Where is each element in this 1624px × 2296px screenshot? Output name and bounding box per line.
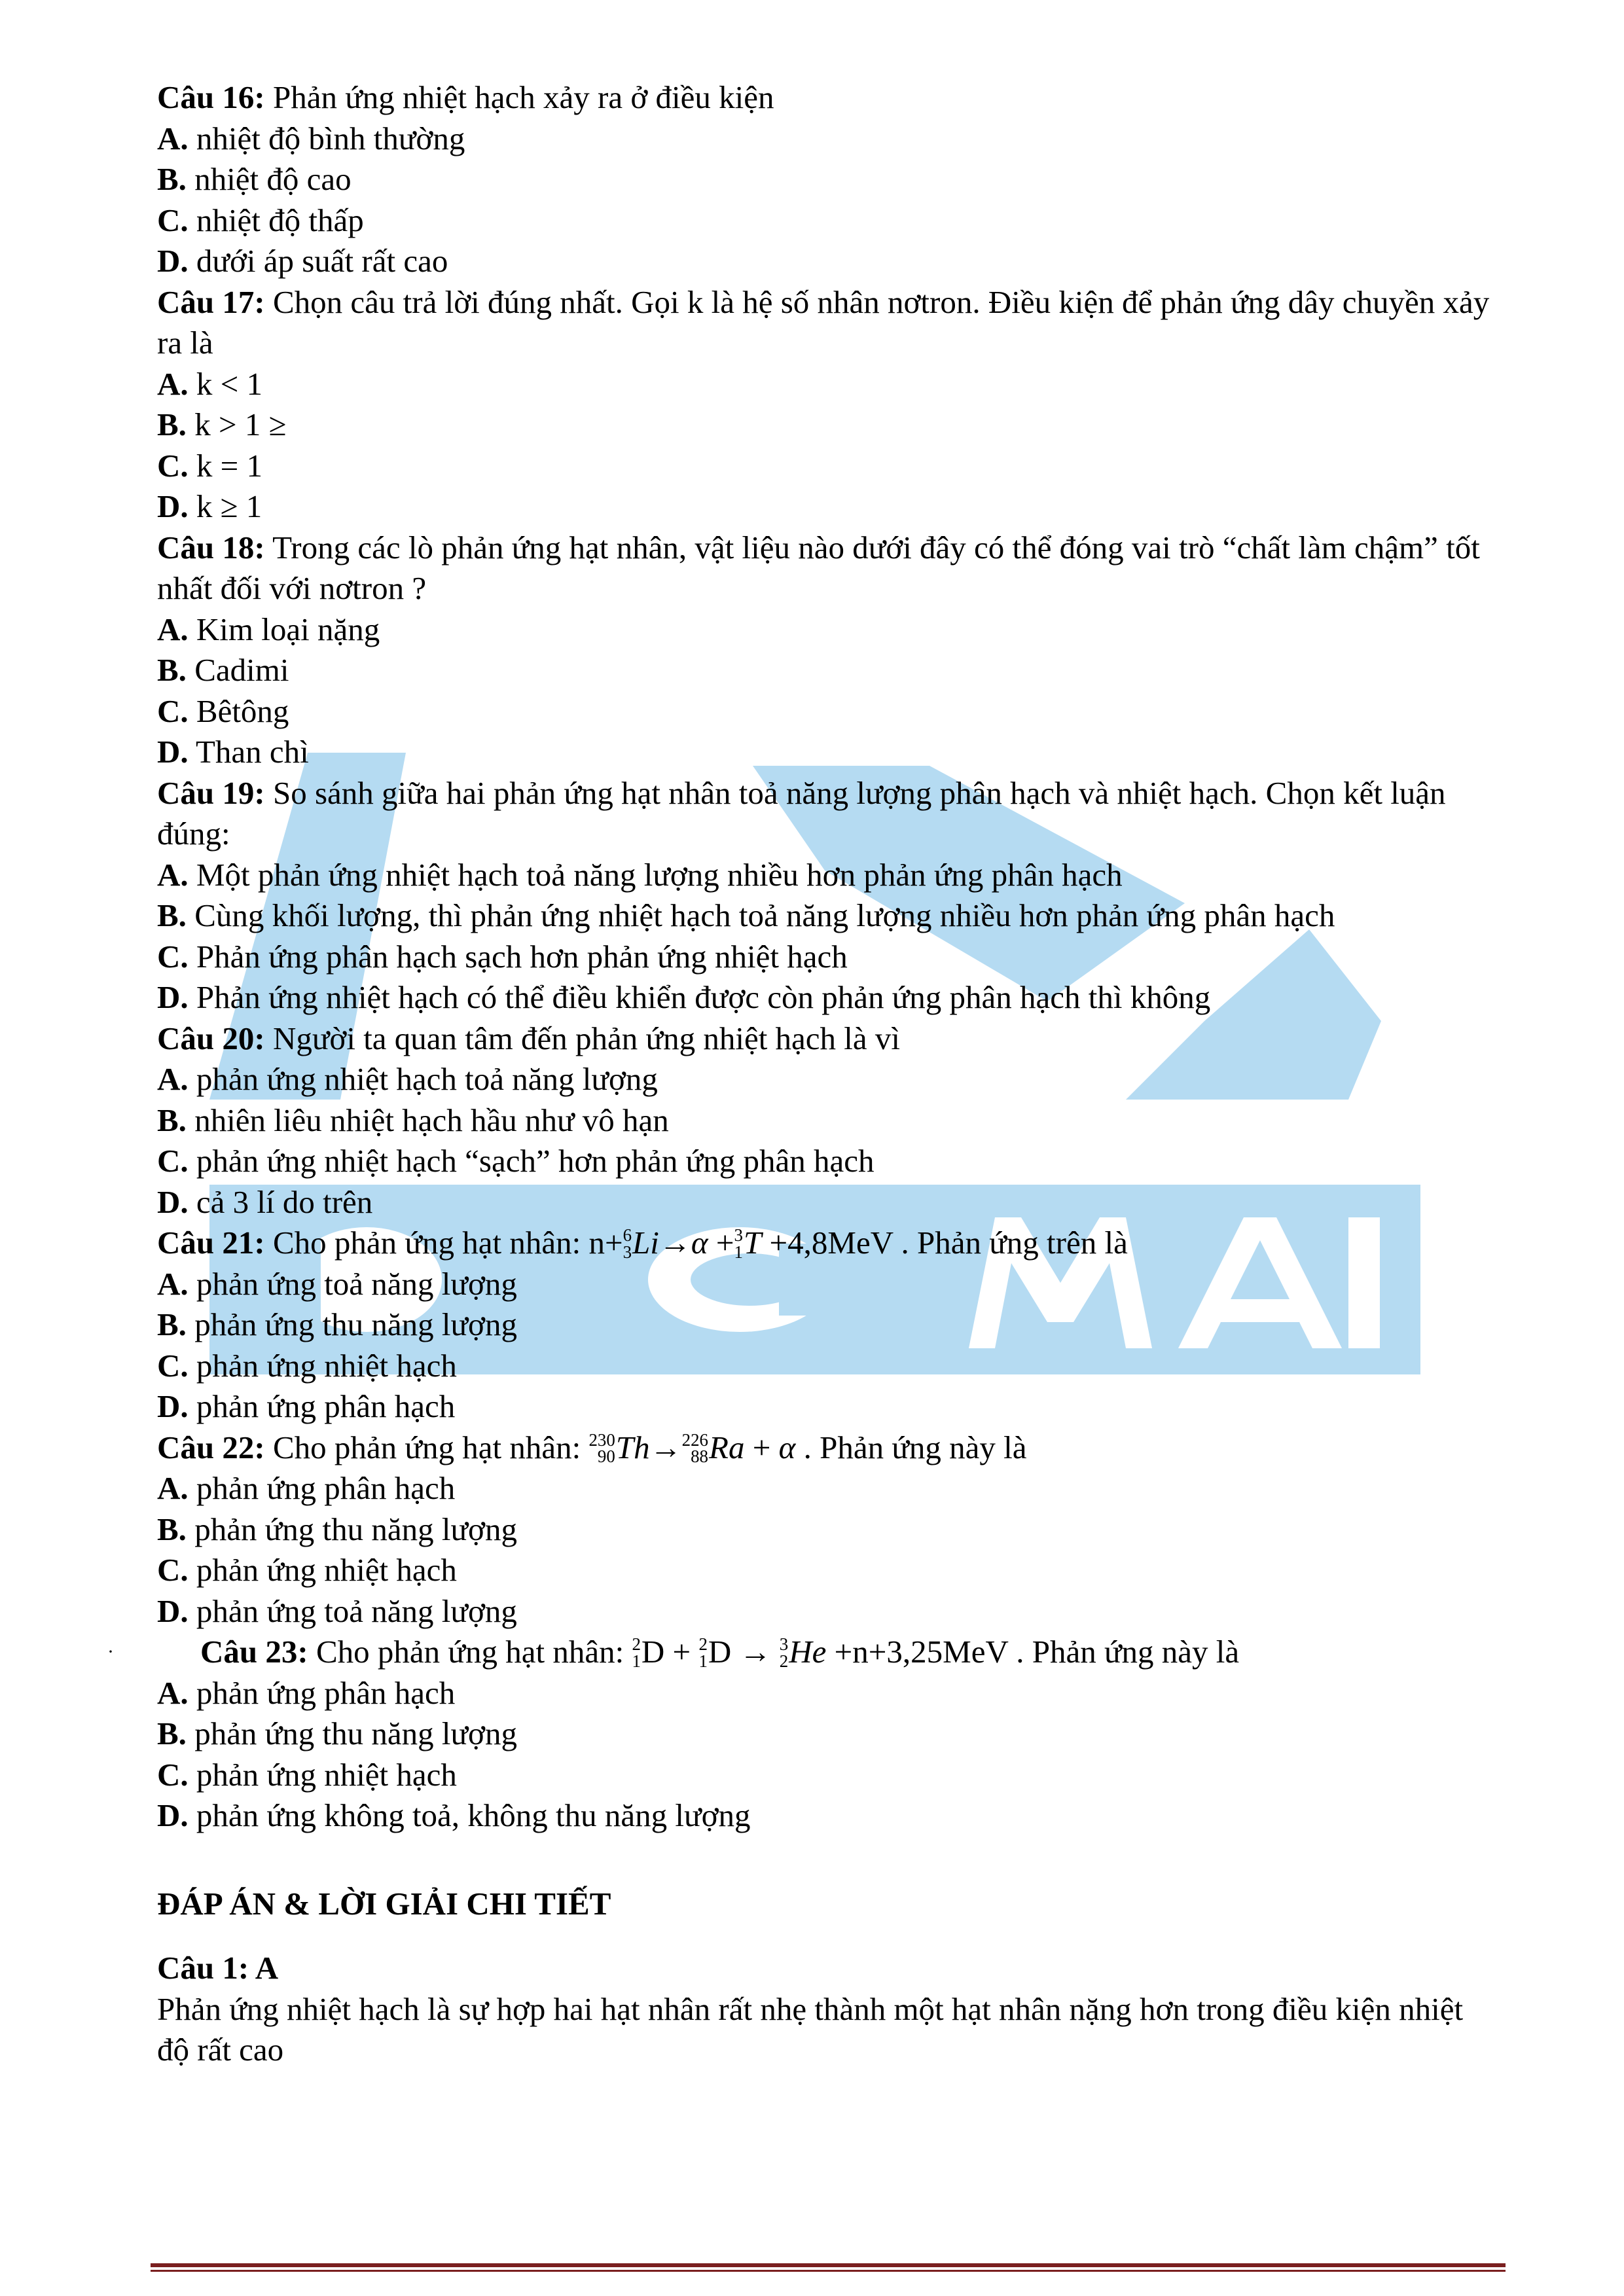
answers-heading: ĐÁP ÁN & LỜI GIẢI CHI TIẾT bbox=[157, 1885, 611, 1922]
question-22: Câu 22: Cho phản ứng hạt nhân: 230 90 Th→ 226 88 Ra + α . Phản ứng này là bbox=[157, 1429, 1027, 1467]
question-20: Câu 20: Người ta quan tâm đến phản ứng nhiệt hạch là vì bbox=[157, 1020, 901, 1056]
option-a: A. phản ứng toả năng lượng bbox=[157, 1265, 517, 1302]
spacer bbox=[157, 1924, 1492, 1948]
reaction-equation: 230 90 Th→ 226 88 Ra + α bbox=[588, 1429, 796, 1467]
option-b: B. nhiệt độ cao bbox=[157, 161, 352, 197]
question-19: Câu 19: So sánh giữa hai phản ứng hạt nhân toả năng lượng phân hạch và nhiệt hạch. Chọn kết luận đúng: bbox=[157, 774, 1446, 852]
option-d: D. cả 3 lí do trên bbox=[157, 1183, 373, 1220]
question-17: Câu 17: Chọn câu trả lời đúng nhất. Gọi k là hệ số nhân nơtron. Điều kiện để phản ứng dây chuyền xảy ra là bbox=[157, 283, 1490, 361]
option-b: B. Cùng khối lượng, thì phản ứng nhiệt hạch toả năng lượng nhiều hơn phản ứng phân hạch bbox=[157, 897, 1335, 933]
option-d: D. Phản ứng nhiệt hạch có thể điều khiển được còn phản ứng phân hạch thì không bbox=[157, 979, 1211, 1015]
option-b: B. Cadimi bbox=[157, 652, 289, 688]
option-a: A. nhiệt độ bình thường bbox=[157, 120, 465, 156]
option-c: C. phản ứng nhiệt hạch bbox=[157, 1552, 457, 1588]
option-d: D. phản ứng không toả, không thu năng lượng bbox=[157, 1797, 751, 1833]
option-b: B. phản ứng thu năng lượng bbox=[157, 1715, 517, 1751]
option-c: C. phản ứng nhiệt hạch bbox=[157, 1756, 457, 1793]
option-c: C. Phản ứng phân hạch sạch hơn phản ứng nhiệt hạch bbox=[157, 938, 848, 975]
stray-bullet: · bbox=[107, 1641, 114, 1662]
answer-1-explanation: Phản ứng nhiệt hạch là sự hợp hai hạt nhân rất nhẹ thành một hạt nhân nặng hơn trong điều kiện nhiệt độ rất cao bbox=[157, 1990, 1464, 2068]
option-d: D. Than chì bbox=[157, 734, 309, 770]
question-18: Câu 18: Trong các lò phản ứng hạt nhân, vật liệu nào dưới đây có thể đóng vai trò “chất làm chậm” tốt nhất đối với nơtron ? bbox=[157, 529, 1480, 606]
option-d: D. dưới áp suất rất cao bbox=[157, 243, 448, 279]
question-16: Câu 16: Phản ứng nhiệt hạch xảy ra ở điều kiện bbox=[157, 79, 774, 115]
option-a: A. phản ứng nhiệt hạch toả năng lượng bbox=[157, 1061, 658, 1097]
answer-1: Câu 1: A bbox=[157, 1950, 279, 1986]
option-d: D. phản ứng phân hạch bbox=[157, 1388, 456, 1424]
document-body bbox=[107, 77, 1492, 2071]
option-d: D. phản ứng toả năng lượng bbox=[157, 1592, 517, 1629]
option-b: B. phản ứng thu năng lượng bbox=[157, 1511, 517, 1547]
option-a: A. k < 1 bbox=[157, 365, 263, 402]
option-b: B. nhiên liêu nhiệt hạch hầu như vô hạn bbox=[157, 1102, 669, 1138]
question-23: · Câu 23: Cho phản ứng hạt nhân: 2 1 D + 2 1 D → 3 2 He +n+3,25MeV . Phản ứng này là bbox=[157, 1632, 1492, 1673]
option-c: C. phản ứng nhiệt hạch bbox=[157, 1347, 457, 1384]
option-c: C. nhiệt độ thấp bbox=[157, 202, 364, 238]
option-a: A. phản ứng phân hạch bbox=[157, 1470, 456, 1506]
footer-rule bbox=[151, 2263, 1506, 2274]
reaction-equation: 2 1 D + 2 1 D → 3 2 He +n+3,25MeV bbox=[632, 1634, 1008, 1671]
option-c: C. Bêtông bbox=[157, 692, 289, 729]
spacer bbox=[157, 1837, 1492, 1860]
option-c: C. phản ứng nhiệt hạch “sạch” hơn phản ứng phân hạch bbox=[157, 1143, 875, 1179]
option-b: B. k > 1 ≥ bbox=[157, 406, 287, 442]
option-c: C. k = 1 bbox=[157, 447, 263, 484]
option-d: D. k ≥ 1 bbox=[157, 488, 262, 524]
option-a: A. phản ứng phân hạch bbox=[157, 1674, 456, 1711]
reaction-equation: n+ 6 3 Li→α + 3 1 T +4,8MeV bbox=[588, 1225, 893, 1262]
option-a: A. Một phản ứng nhiệt hạch toả năng lượng nhiều hơn phản ứng phân hạch bbox=[157, 856, 1123, 893]
option-b: B. phản ứng thu năng lượng bbox=[157, 1306, 517, 1342]
question-21: Câu 21: Cho phản ứng hạt nhân: n+ 6 3 Li→α + 3 1 T +4,8MeV . Phản ứng trên là bbox=[157, 1225, 1128, 1262]
option-a: A. Kim loại nặng bbox=[157, 611, 380, 647]
